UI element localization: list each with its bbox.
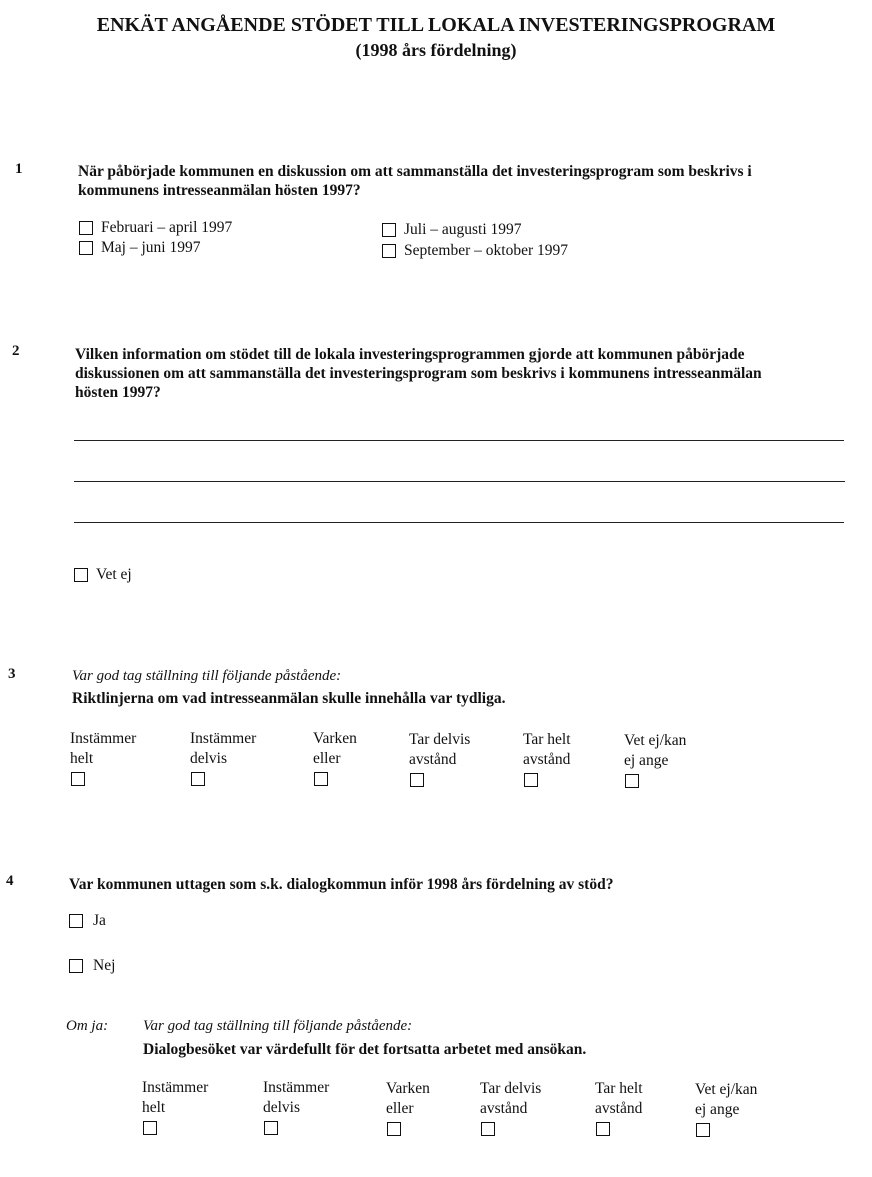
question-3-instruction: Var god tag ställning till följande påstående:: [72, 668, 342, 684]
q4-scale-disagree-partly[interactable]: [480, 1079, 541, 1142]
checkbox[interactable]: [69, 959, 83, 973]
question-2-text-line3: hösten 1997?: [75, 384, 161, 401]
q2-dont-know-option[interactable]: [74, 566, 132, 584]
checkbox[interactable]: [314, 772, 328, 786]
question-2-number: 2: [12, 343, 20, 359]
checkbox[interactable]: [79, 241, 93, 255]
q3-scale-agree-partly[interactable]: [190, 729, 256, 792]
answer-line[interactable]: [74, 522, 844, 523]
scale-label: eller: [386, 1100, 414, 1117]
q3-scale-neutral[interactable]: [313, 729, 357, 792]
q1-option-label: Juli – augusti 1997: [404, 221, 522, 238]
question-2-text: [75, 345, 865, 402]
scale-label: Instämmer: [190, 730, 257, 747]
q2-dont-know-label: Vet ej: [96, 566, 132, 583]
q4-yes-label: Ja: [93, 912, 106, 929]
scale-label: Tar helt: [595, 1080, 643, 1097]
q4-scale-disagree-fully[interactable]: [595, 1079, 643, 1142]
q4-scale-agree-fully[interactable]: [142, 1078, 208, 1141]
q1-option-sep-oct[interactable]: [382, 242, 568, 260]
scale-label: Vet ej/kan: [695, 1081, 758, 1098]
question-2-text-line1: Vilken information om stödet till de lokala investeringsprogrammen gjorde att kommunen påbörjade: [75, 346, 745, 363]
checkbox[interactable]: [74, 568, 88, 582]
checkbox[interactable]: [696, 1123, 710, 1137]
checkbox[interactable]: [71, 772, 85, 786]
q4-scale-neutral[interactable]: [386, 1079, 430, 1142]
checkbox[interactable]: [524, 773, 538, 787]
scale-label: avstånd: [523, 751, 571, 768]
scale-label: Tar delvis: [409, 731, 471, 748]
checkbox[interactable]: [481, 1122, 495, 1136]
checkbox[interactable]: [382, 244, 396, 258]
scale-label: Varken: [386, 1080, 430, 1097]
question-1-text-line2: kommunens intresseanmälan hösten 1997?: [78, 182, 361, 199]
scale-label: avstånd: [595, 1100, 643, 1117]
question-3-statement: Riktlinjerna om vad intresseanmälan skulle innehålla var tydliga.: [72, 690, 506, 707]
question-4-number: 4: [6, 873, 14, 889]
scale-label: helt: [142, 1099, 166, 1116]
checkbox[interactable]: [596, 1122, 610, 1136]
question-4-statement: Dialogbesöket var värdefullt för det fortsatta arbetet med ansökan.: [143, 1041, 587, 1058]
scale-label: avstånd: [409, 751, 457, 768]
scale-label: ej ange: [695, 1101, 740, 1118]
q3-scale-disagree-partly[interactable]: [409, 730, 470, 793]
q1-option-label: Maj – juni 1997: [101, 239, 201, 256]
checkbox[interactable]: [382, 223, 396, 237]
scale-label: Instämmer: [70, 730, 137, 747]
checkbox[interactable]: [387, 1122, 401, 1136]
checkbox[interactable]: [264, 1121, 278, 1135]
scale-label: ej ange: [624, 752, 669, 769]
checkbox[interactable]: [191, 772, 205, 786]
scale-label: delvis: [263, 1099, 301, 1116]
scale-label: Tar delvis: [480, 1080, 542, 1097]
scale-label: avstånd: [480, 1100, 528, 1117]
q3-scale-agree-fully[interactable]: [70, 729, 136, 792]
scale-label: Instämmer: [142, 1079, 209, 1096]
scale-label: helt: [70, 750, 94, 767]
question-1-text: [78, 162, 858, 200]
checkbox[interactable]: [625, 774, 639, 788]
question-2-text-line2: diskussionen om att sammanställa det investeringsprogram som beskrivs i kommunens intresseanmälan: [75, 365, 762, 382]
page-subtitle: (1998 års fördelning): [355, 40, 517, 60]
checkbox[interactable]: [79, 221, 93, 235]
q4-scale-agree-partly[interactable]: [263, 1078, 329, 1141]
scale-label: Varken: [313, 730, 357, 747]
checkbox[interactable]: [410, 773, 424, 787]
q3-scale-dont-know[interactable]: [624, 731, 686, 794]
scale-label: Tar helt: [523, 731, 571, 748]
q4-yes-option[interactable]: [69, 912, 106, 930]
scale-label: Instämmer: [263, 1079, 330, 1096]
question-1-number: 1: [15, 161, 23, 177]
question-4-text: Var kommunen uttagen som s.k. dialogkommun inför 1998 års fördelning av stöd?: [69, 876, 614, 893]
if-yes-label: Om ja:: [66, 1018, 109, 1034]
page-title: ENKÄT ANGÅENDE STÖDET TILL LOKALA INVESTERINGSPROGRAM: [96, 14, 776, 36]
q1-option-label: September – oktober 1997: [404, 242, 569, 259]
q4-no-label: Nej: [93, 957, 116, 974]
scale-label: delvis: [190, 750, 228, 767]
q4-no-option[interactable]: [69, 957, 115, 975]
answer-line[interactable]: [74, 440, 844, 441]
scale-label: eller: [313, 750, 341, 767]
checkbox[interactable]: [69, 914, 83, 928]
question-1-text-line1: När påbörjade kommunen en diskussion om att sammanställa det investeringsprogram som beskrivs i: [78, 163, 752, 180]
question-4-instruction: Var god tag ställning till följande påstående:: [143, 1018, 413, 1034]
q1-option-feb-apr[interactable]: [79, 219, 232, 237]
question-3-number: 3: [8, 666, 16, 682]
q4-scale-dont-know[interactable]: [695, 1080, 757, 1143]
q3-scale-disagree-fully[interactable]: [523, 730, 571, 793]
scale-label: Vet ej/kan: [624, 732, 687, 749]
q1-option-jul-aug[interactable]: [382, 221, 522, 239]
answer-line[interactable]: [74, 481, 845, 482]
q1-option-label: Februari – april 1997: [101, 219, 233, 236]
q1-option-may-jun[interactable]: [79, 239, 200, 257]
checkbox[interactable]: [143, 1121, 157, 1135]
